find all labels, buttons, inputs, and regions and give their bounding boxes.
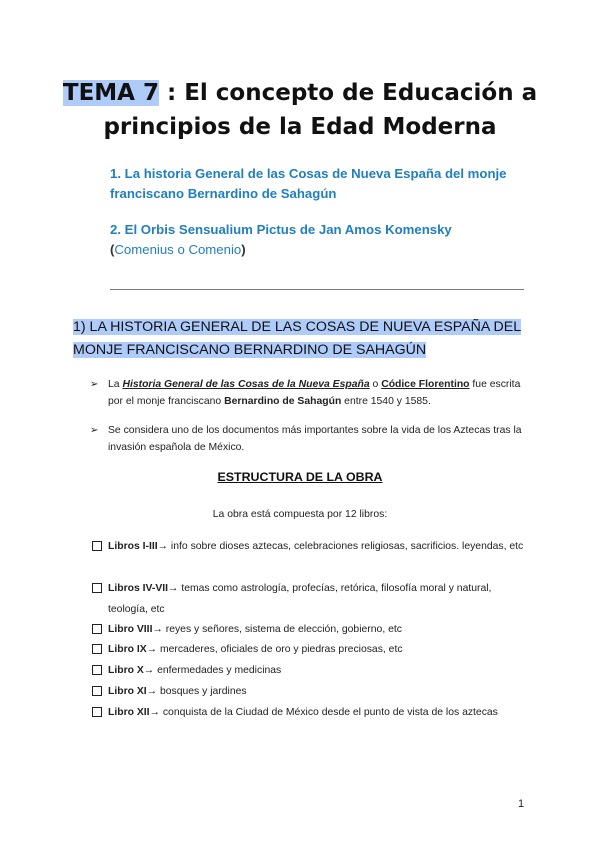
divider: [110, 289, 524, 290]
page-title: [0, 76, 600, 144]
book-label: Libro IX: [108, 644, 147, 655]
title-line1-rest: : El concepto de Educación a: [158, 80, 538, 106]
title-highlight: TEMA 7: [62, 80, 159, 106]
bullet-1-mid: o: [369, 379, 382, 390]
checkbox-icon: [92, 644, 102, 654]
bullet-1-post1: fue escrita por el monje franciscano: [108, 379, 521, 407]
book-label: Libro X: [108, 665, 144, 676]
checkbox-icon: [92, 665, 102, 675]
checkbox-icon: [92, 686, 102, 696]
bullet-item-2: [90, 422, 530, 456]
page-number: 1: [518, 798, 525, 810]
book-label: Libros IV-VII: [108, 583, 169, 594]
book-arrow: →: [149, 707, 160, 718]
book-label: Libro XI: [108, 686, 147, 697]
bullet-text-1: [108, 376, 530, 410]
arrow-bullet-icon: ➢: [90, 425, 99, 436]
book-text: temas como astrología, profecías, retórica, filosofía moral y natural, teología, etc: [108, 583, 492, 615]
book-text: bosques y jardines: [157, 686, 247, 697]
title-line2: principios de la Edad Moderna: [103, 114, 497, 140]
book-text: conquista de la Ciudad de México desde el punto de vista de los aztecas: [159, 707, 498, 718]
toc-item-2-open: (: [110, 242, 115, 257]
list-item: [92, 702, 532, 723]
bullet-1-pre: La: [108, 379, 123, 390]
book-label: Libros I-III: [108, 541, 158, 552]
structure-intro: La obra está compuesta por 12 libros:: [212, 509, 388, 520]
bullet-1-title2: Códice Florentino: [381, 379, 470, 390]
book-text: info sobre dioses aztecas, celebraciones religiosas, sacrificios. leyendas, etc: [168, 541, 524, 552]
book-text: enfermedades y medicinas: [154, 665, 282, 676]
list-item: [92, 619, 532, 640]
list-item: [92, 660, 532, 681]
book-arrow: →: [168, 583, 179, 594]
bullet-1-title1: Historia General de las Cosas de la Nueva España: [122, 379, 370, 390]
book-label: Libro XII: [108, 707, 150, 718]
structure-heading: [0, 470, 600, 484]
arrow-bullet-icon: ➢: [90, 379, 99, 390]
bullet-item-1: [90, 376, 530, 410]
toc-item-2-sub: Comenius o Comenio: [114, 242, 242, 257]
book-arrow: →: [143, 665, 155, 676]
section-heading-text: 1) LA HISTORIA GENERAL DE LAS COSAS DE NUEVA ESPAÑA DEL MONJE FRANCISCANO BERNARDINO DE SAHAGÚN: [73, 319, 522, 358]
toc-item-2-close: ): [241, 242, 246, 257]
bullet-1-author: Bernardino de Sahagún: [224, 396, 342, 407]
checkbox-icon: [92, 583, 102, 593]
book-text: reyes y señores, sistema de elección, gobierno, etc: [162, 624, 402, 635]
list-item: [92, 639, 532, 660]
toc-item-2: [110, 220, 550, 260]
book-arrow: →: [157, 541, 169, 552]
bullet-1-post2: entre 1540 y 1585.: [341, 396, 431, 407]
book-label: Libro VIII: [108, 624, 153, 635]
book-text: mercaderes, oficiales de oro y piedras preciosas, etc: [157, 644, 403, 655]
checkbox-icon: [92, 541, 102, 551]
list-item: [92, 536, 532, 557]
toc-item-1: 1. La historia General de las Cosas de Nueva España del monje franciscano Bernardino de Sahagún: [110, 166, 507, 201]
bullet-text-2: Se considera uno de los documentos más importantes sobre la vida de los Aztecas tras la invasión española de México.: [108, 425, 522, 453]
toc-item-2-main: 2. El Orbis Sensualium Pictus de Jan Amos Komensky: [110, 222, 452, 237]
book-arrow: →: [146, 686, 158, 697]
book-arrow: →: [152, 624, 163, 635]
book-arrow: →: [146, 644, 158, 655]
checkbox-icon: [92, 624, 102, 634]
section-heading: [73, 316, 533, 362]
list-item: [92, 681, 532, 702]
checkbox-icon: [92, 707, 102, 717]
structure-heading-text: ESTRUCTURA DE LA OBRA: [217, 470, 383, 484]
list-item: [92, 578, 532, 620]
